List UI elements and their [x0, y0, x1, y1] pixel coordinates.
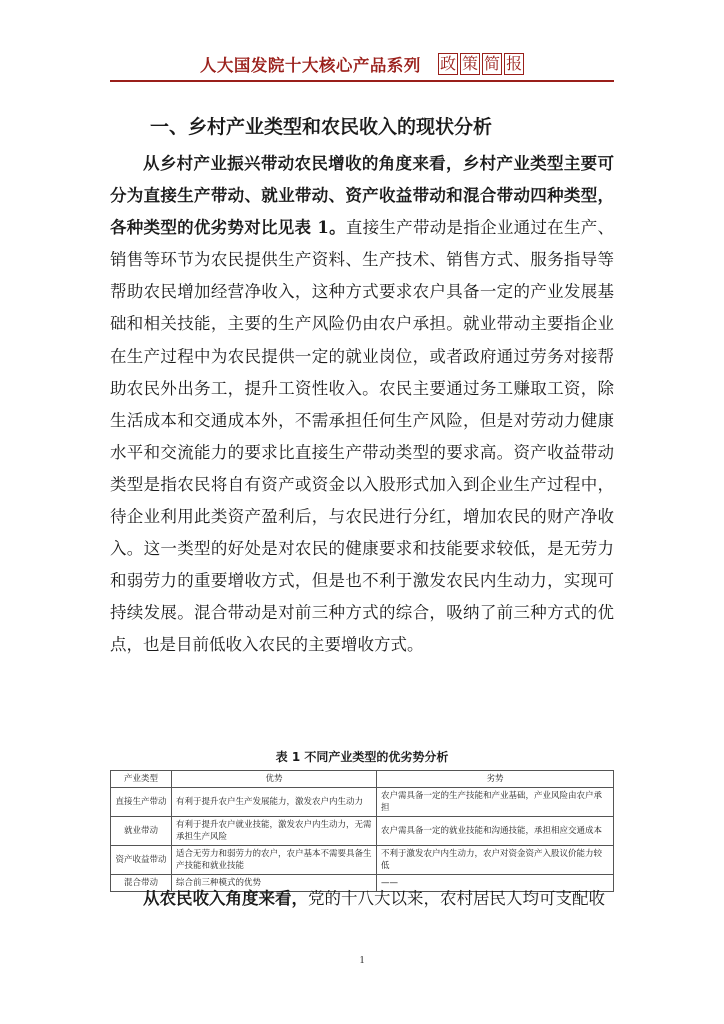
table-row [111, 788, 614, 817]
comparison-table [110, 770, 614, 892]
cell-type: 资产收益带动 [111, 846, 172, 875]
cell-disadvantage: 不利于激发农户内生动力，农户对资金资产入股议价能力较低 [377, 846, 614, 875]
cell-disadvantage: 农户需具备一定的就业技能和沟通技能，承担相应交通成本 [377, 817, 614, 846]
cell-advantage: 有利于提升农户就业技能，激发农户内生动力，无需承担生产风险 [172, 817, 377, 846]
series-title: 人大国发院十大核心产品系列 [199, 56, 421, 75]
badge-char: 报 [506, 54, 523, 73]
page-number: 1 [359, 955, 365, 966]
page-header [110, 52, 614, 78]
cell-advantage: 有利于提升农户生产发展能力，激发农户内生动力 [172, 788, 377, 817]
section-title: 一、乡村产业类型和农民收入的现状分析 [150, 116, 493, 138]
cell-advantage: 适合无劳力和弱劳力的农户，农户基本不需要具备生产技能和就业技能 [172, 846, 377, 875]
body-paragraph [110, 883, 614, 915]
column-header: 劣势 [377, 771, 614, 788]
cell-disadvantage: —— [377, 875, 614, 892]
cell-disadvantage: 农户需具备一定的生产技能和产业基础，产业风险由农户承担 [377, 788, 614, 817]
paragraph-body: 党的十八大以来，农村居民人均可支配收 [308, 889, 605, 908]
cell-type: 混合带动 [111, 875, 172, 892]
table-header-row [111, 771, 614, 788]
column-header: 产业类型 [111, 771, 172, 788]
policy-brief-badge [436, 53, 524, 75]
table-row [111, 817, 614, 846]
cell-type: 直接生产带动 [111, 788, 172, 817]
table-row [111, 846, 614, 875]
badge-char: 政 [440, 54, 457, 73]
paragraph-lead: 从乡村产业振兴带动农民增收的角度来看，乡村产业类型主要可分为直接生产带动、就业带动、资产收益带动和混合带动四种类型，各种类型的优劣势对比见表 1。 [110, 154, 614, 238]
badge-char: 策 [462, 54, 479, 73]
badge-char: 简 [484, 54, 501, 73]
paragraph-body: 直接生产带动是指企业通过在生产、销售等环节为农民提供生产资料、生产技术、销售方式、服务指导等帮助农民增加经营净收入，这种方式要求农户具备一定的产业发展基础和相关技能，主要的生产风险仍由农户承担。就业带动主要指企业在生产过程中为农民提供一定的就业岗位，或者政府通过劳务对接帮助农民外出务工，提升工资性收入。农民主要通过务工赚取工资，除生活成本和交通成本外，不需承担任何生产风险，但是对劳动力健康水平和交流能力的要求比直接生产带动类型的要求高。资产收益带动类型是指农民将自有资产或资金以入股形式加入到企业生产过程中，待企业利用此类资产盈利后，与农民进行分红，增加农民的财产净收入。这一类型的好处是对农民的健康要求和技能要求较低，是无劳力和弱劳力的重要增收方式，但是也不利于激发农民内生动力，实现可持续发展。混合带动是对前三种方式的综合，吸纳了前三种方式的优点，也是目前低收入农民的主要增收方式。 [110, 218, 614, 655]
cell-advantage: 综合前三种模式的优势 [172, 875, 377, 892]
paragraph-lead: 从农民收入角度来看， [143, 889, 308, 908]
cell-type: 就业带动 [111, 817, 172, 846]
column-header: 优势 [172, 771, 377, 788]
table-caption: 表 1 不同产业类型的优劣势分析 [275, 750, 449, 764]
body-paragraph [110, 148, 614, 662]
header-divider [110, 80, 614, 82]
